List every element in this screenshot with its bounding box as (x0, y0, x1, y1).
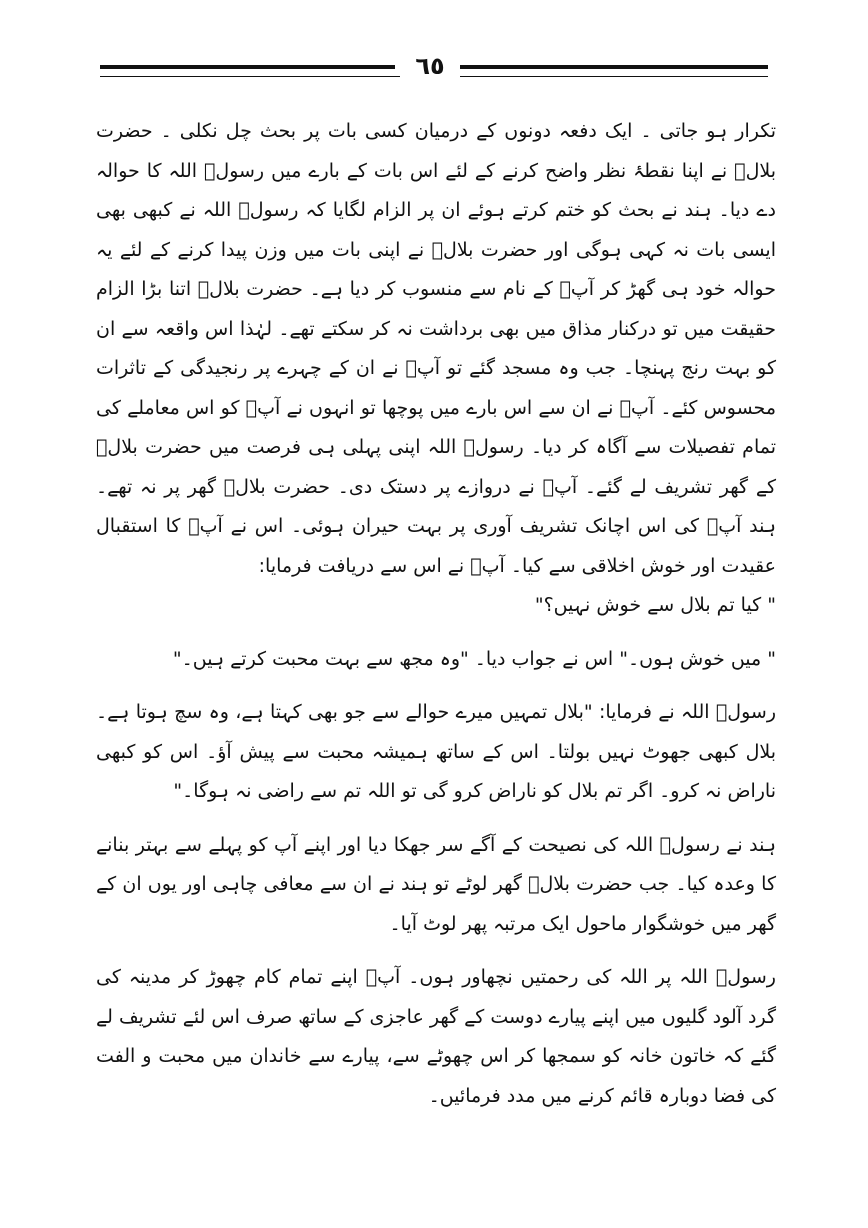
paragraph-1: تکرار ہو جاتی ۔ ایک دفعہ دونوں کے درمیان کسی بات پر بحث چل نکلی ۔ حضرت بلالؓ نے اپنا نقطۂ نظر واضح کرنے کے لئے اس بات کے بارے میں رسولؐ اللہ کا حوالہ دے دیا۔ ہند نے بحث کو ختم کرتے ہوئے ان پر الزام لگایا کہ رسولؐ اللہ نے کبھی بھی ایسی بات نہ کہی ہوگی اور حضرت بلالؓ نے اپنی بات میں وزن پیدا کرنے کے لئے یہ حوالہ خود ہی گھڑ کر آپؐ کے نام سے منسوب کر دیا ہے۔ حضرت بلالؓ اتنا بڑا الزام حقیقت میں تو درکنار مذاق میں بھی برداشت نہ کر سکتے تھے۔ لہٰذا اس واقعہ سے ان کو بہت رنج پہنچا۔ جب وہ مسجد گئے تو آپؐ نے ان کے چہرے پر رنجیدگی کے تاثرات محسوس کئے۔ آپؐ نے ان سے اس بارے میں پوچھا تو انہوں نے آپؐ کو اس معاملے کی تمام تفصیلات سے آگاہ کر دیا۔ رسولؐ اللہ اپنی پہلی ہی فرصت میں حضرت بلالؓ کے گھر تشریف لے گئے۔ آپؐ نے دروازے پر دستک دی۔ حضرت بلالؓ گھر پر نہ تھے۔ ہند آپؐ کی اس اچانک تشریف آوری پر بہت حیران ہوئی۔ اس نے آپؐ کا استقبال عقیدت اور خوش اخلاقی سے کیا۔ آپؐ نے اس سے دریافت فرمایا: (96, 120, 777, 577)
header-rule-right (458, 65, 768, 69)
paragraph-4: رسولؐ اللہ پر اللہ کی رحمتیں نچھاور ہوں۔ آپؐ اپنے تمام کام چھوڑ کر مدینہ کی گرد آلود گلیوں میں اپنے پیارے دوست کے گھر عاجزی کے ساتھ صرف اس لئے تشریف لے گئے کہ خاتون خانہ کو سمجھا کر اس چھوٹے سے، پیارے سے خاندان میں محبت و الفت کی فضا دوبارہ قائم کرنے میں مدد فرمائیں۔ (96, 966, 776, 1107)
page-header (100, 52, 768, 92)
paragraph-3: ہند نے رسولؐ اللہ کی نصیحت کے آگے سر جھکا دیا اور اپنے آپ کو پہلے سے بہتر بنانے کا وعدہ کیا۔ جب حضرت بلالؓ گھر لوٹے تو ہند نے ان سے معافی چاہی اور یوں ان کے گھر میں خوشگوار ماحول ایک مرتبہ پھر لوٹ آیا۔ (96, 833, 776, 935)
page-body (96, 112, 776, 1116)
paragraph-2: رسولؐ اللہ نے فرمایا: "بلال تمہیں میرے حوالے سے جو بھی کہتا ہے، وہ سچ ہوتا ہے۔ بلال کبھی جھوٹ نہیں بولتا۔ اس کے ساتھ ہمیشہ محبت سے پیش آؤ۔ اس کو کبھی ناراض نہ کرو۔ اگر تم بلال کو ناراض کرو گی تو اللہ تم سے راضی نہ ہوگا۔" (96, 701, 776, 802)
header-rule-left (100, 65, 395, 69)
quote-2: " میں خوش ہوں۔" اس نے جواب دیا۔ "وہ مجھ سے بہت محبت کرتے ہیں۔" (172, 647, 776, 670)
quote-1: " کیا تم بلال سے خوش نہیں؟" (534, 594, 776, 616)
page-number: ٦٥ (400, 52, 460, 80)
